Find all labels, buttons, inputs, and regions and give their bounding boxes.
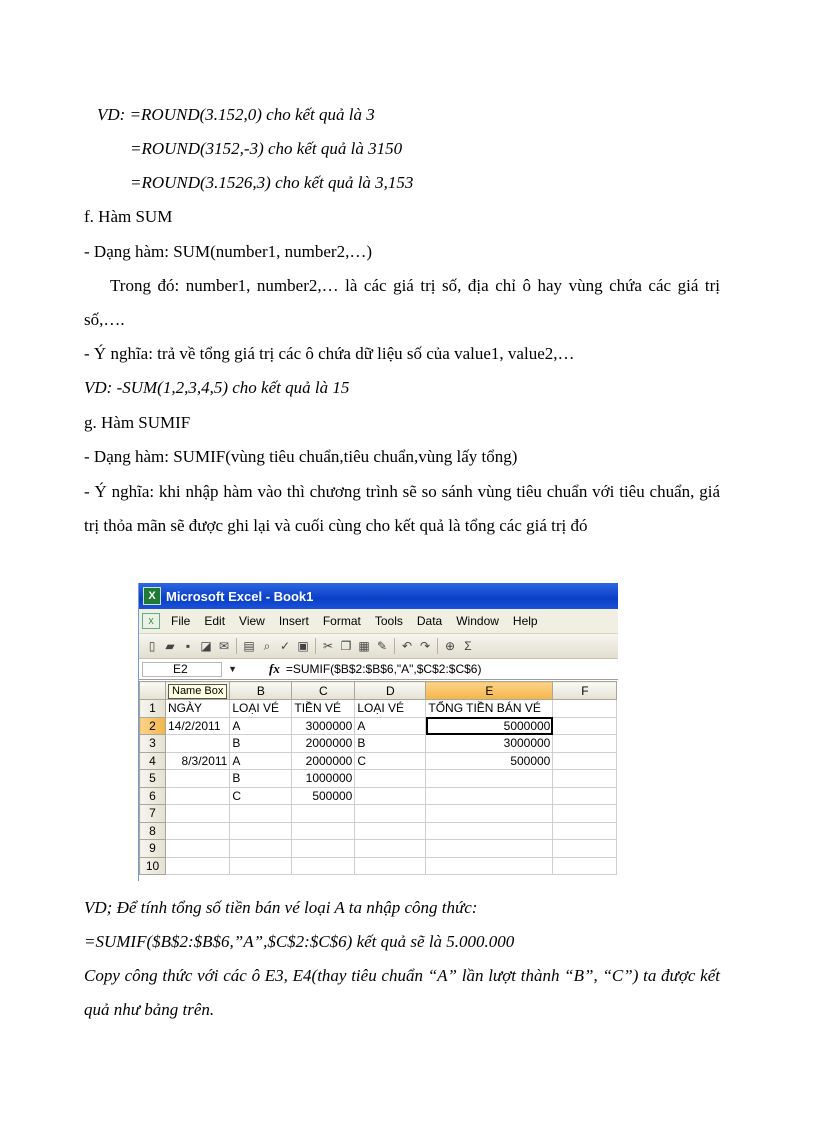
table-row bbox=[140, 770, 617, 788]
cell[interactable] bbox=[166, 805, 230, 823]
table-row bbox=[140, 735, 617, 753]
cell[interactable] bbox=[166, 840, 230, 858]
cell[interactable] bbox=[355, 822, 426, 840]
cell[interactable]: 500000 bbox=[292, 787, 355, 805]
heading-sumif: g. Hàm SUMIF bbox=[84, 413, 191, 432]
cell[interactable]: 500000 bbox=[426, 752, 553, 770]
cell[interactable] bbox=[553, 735, 617, 753]
sum-example: VD: -SUM(1,2,3,4,5) cho kết quả là 15 bbox=[84, 378, 350, 397]
paste-icon[interactable]: ▦ bbox=[358, 639, 370, 653]
research-icon[interactable]: ▣ bbox=[297, 639, 309, 653]
cell[interactable]: B bbox=[355, 735, 426, 753]
cell[interactable] bbox=[166, 770, 230, 788]
autosum-icon[interactable]: Σ bbox=[464, 639, 472, 653]
column-header-f[interactable]: F bbox=[553, 682, 617, 700]
select-all-corner[interactable] bbox=[140, 682, 166, 700]
print-icon[interactable]: ▤ bbox=[243, 639, 255, 653]
table-row bbox=[140, 840, 617, 858]
open-icon[interactable]: ▰ bbox=[165, 639, 175, 653]
cell[interactable]: A bbox=[230, 717, 292, 735]
cell[interactable] bbox=[553, 787, 617, 805]
cell[interactable] bbox=[166, 787, 230, 805]
cell[interactable] bbox=[292, 805, 355, 823]
cell[interactable]: B bbox=[230, 770, 292, 788]
menu-edit[interactable]: Edit bbox=[204, 614, 226, 628]
format-painter-icon[interactable]: ✎ bbox=[376, 639, 388, 653]
cell[interactable] bbox=[292, 822, 355, 840]
row-header[interactable]: 3 bbox=[140, 735, 166, 753]
cell[interactable] bbox=[355, 805, 426, 823]
row-header[interactable]: 10 bbox=[140, 857, 166, 875]
new-icon[interactable]: ▯ bbox=[148, 639, 156, 653]
column-header-e[interactable]: E bbox=[426, 682, 553, 700]
column-header-d[interactable]: D bbox=[355, 682, 426, 700]
cell[interactable] bbox=[553, 840, 617, 858]
cell[interactable] bbox=[355, 770, 426, 788]
cell[interactable] bbox=[553, 700, 617, 718]
row-header[interactable]: 6 bbox=[140, 787, 166, 805]
cell[interactable]: A bbox=[355, 717, 426, 735]
cell[interactable]: NGÀY bbox=[166, 700, 230, 718]
menu-file[interactable]: File bbox=[171, 614, 191, 628]
excel-logo-icon: X bbox=[143, 587, 161, 605]
cell[interactable] bbox=[426, 857, 553, 875]
column-header-c[interactable]: C bbox=[292, 682, 355, 700]
cell[interactable] bbox=[553, 857, 617, 875]
workbook-icon[interactable]: X bbox=[142, 613, 160, 629]
cell[interactable] bbox=[355, 787, 426, 805]
cell[interactable]: 2000000 bbox=[292, 752, 355, 770]
cell[interactable] bbox=[230, 805, 292, 823]
name-box-value: E2 bbox=[173, 661, 188, 676]
worksheet-grid bbox=[139, 681, 617, 875]
cell[interactable]: C bbox=[230, 787, 292, 805]
cell[interactable]: 1000000 bbox=[292, 770, 355, 788]
heading-sum: f. Hàm SUM bbox=[84, 207, 173, 226]
menu-data[interactable]: Data bbox=[416, 614, 443, 628]
cell[interactable]: LOẠI VÉ bbox=[230, 700, 292, 718]
column-header-b[interactable]: B bbox=[230, 682, 292, 700]
sum-syntax: - Dạng hàm: SUM(number1, number2,…) bbox=[84, 242, 373, 261]
insert-function-icon[interactable]: fx bbox=[269, 661, 280, 676]
cell[interactable] bbox=[553, 717, 617, 735]
cell[interactable]: 8/3/2011 bbox=[166, 752, 230, 770]
example-round-3: =ROUND(3.1526,3) cho kết quả là 3,153 bbox=[130, 173, 414, 192]
cell[interactable] bbox=[426, 822, 553, 840]
menu-format[interactable]: Format bbox=[322, 614, 361, 628]
cell[interactable] bbox=[230, 857, 292, 875]
menu-help[interactable]: Help bbox=[512, 614, 538, 628]
excel-menu-bar bbox=[139, 609, 618, 634]
table-row bbox=[140, 717, 617, 735]
cell[interactable] bbox=[426, 787, 553, 805]
copy-formula-note: Copy công thức với các ô E3, E4(thay tiêu chuẩn “A” lần lượt thành “B”, “C”) ta được kết quả như bảng trên. bbox=[84, 966, 720, 1019]
menu-window[interactable]: Window bbox=[456, 614, 499, 628]
sumif-example-2: =SUMIF($B$2:$B$6,”A”,$C$2:$C$6) kết quả sẽ là 5.000.000 bbox=[84, 932, 515, 951]
sum-meaning: - Ý nghĩa: trả về tổng giá trị các ô chứa dữ liệu số của value1, value2,… bbox=[84, 344, 575, 363]
cell[interactable] bbox=[166, 857, 230, 875]
cell[interactable]: 14/2/2011 bbox=[166, 717, 230, 735]
menu-tools[interactable]: Tools bbox=[374, 614, 403, 628]
undo-icon[interactable]: ↶ bbox=[401, 639, 413, 653]
cell[interactable] bbox=[166, 822, 230, 840]
cell[interactable]: TIỀN VÉ bbox=[292, 700, 355, 718]
row-header[interactable]: 4 bbox=[140, 752, 166, 770]
cell[interactable] bbox=[553, 805, 617, 823]
permission-icon[interactable]: ◪ bbox=[200, 639, 212, 653]
cell[interactable] bbox=[553, 752, 617, 770]
cell[interactable] bbox=[292, 840, 355, 858]
menu-insert[interactable]: Insert bbox=[278, 614, 309, 628]
formula-bar bbox=[139, 659, 618, 680]
row-header[interactable]: 2 bbox=[140, 717, 166, 735]
cell[interactable] bbox=[553, 822, 617, 840]
cell[interactable] bbox=[426, 770, 553, 788]
cell[interactable]: TỔNG TIỀN BÁN VÉ bbox=[426, 700, 553, 718]
cell[interactable] bbox=[166, 735, 230, 753]
table-row bbox=[140, 787, 617, 805]
cell[interactable]: A bbox=[230, 752, 292, 770]
example-round-1: VD: =ROUND(3.152,0) cho kết quả là 3 bbox=[97, 105, 375, 124]
sumif-meaning: - Ý nghĩa: khi nhập hàm vào thì chương trình sẽ so sánh vùng tiêu chuẩn với tiêu chuẩn, giá trị thỏa mãn sẽ được ghi lại và cuối cùng cho kết quả là tổng các giá trị đó bbox=[84, 482, 720, 535]
excel-screenshot bbox=[138, 583, 618, 881]
row-header[interactable]: 8 bbox=[140, 822, 166, 840]
cell[interactable]: 3000000 bbox=[292, 717, 355, 735]
excel-toolbar bbox=[139, 634, 618, 659]
table-row bbox=[140, 700, 617, 718]
cell[interactable] bbox=[292, 857, 355, 875]
row-header[interactable]: 9 bbox=[140, 840, 166, 858]
excel-title: Microsoft Excel - Book1 bbox=[166, 588, 314, 604]
hyperlink-icon[interactable]: ⊕ bbox=[444, 639, 456, 653]
spelling-icon[interactable]: ✓ bbox=[279, 639, 291, 653]
menu-view[interactable]: View bbox=[239, 614, 265, 628]
formula-input[interactable]: =SUMIF($B$2:$B$6,"A",$C$2:$C$6) bbox=[285, 662, 482, 676]
sumif-example-1: VD; Để tính tổng số tiền bán vé loại A ta nhập công thức: bbox=[84, 898, 478, 917]
name-box[interactable] bbox=[142, 661, 237, 677]
cell[interactable] bbox=[355, 857, 426, 875]
table-row bbox=[140, 822, 617, 840]
sumif-syntax: - Dạng hàm: SUMIF(vùng tiêu chuẩn,tiêu chuẩn,vùng lấy tổng) bbox=[84, 447, 518, 466]
email-icon[interactable]: ✉ bbox=[218, 639, 230, 653]
redo-icon[interactable]: ↷ bbox=[419, 639, 431, 653]
cell[interactable] bbox=[426, 805, 553, 823]
cell[interactable]: LOẠI VÉ bbox=[355, 700, 426, 718]
cell[interactable] bbox=[230, 840, 292, 858]
row-header[interactable]: 1 bbox=[140, 700, 166, 718]
table-row bbox=[140, 752, 617, 770]
column-header-a[interactable] bbox=[166, 682, 230, 700]
cell[interactable] bbox=[230, 822, 292, 840]
copy-icon[interactable]: ❐ bbox=[340, 639, 352, 653]
cell[interactable] bbox=[426, 840, 553, 858]
name-box-dropdown-icon[interactable]: ▼ bbox=[228, 663, 237, 674]
example-round-2: =ROUND(3152,-3) cho kết quả là 3150 bbox=[130, 139, 403, 158]
cell[interactable]: C bbox=[355, 752, 426, 770]
cell[interactable]: 2000000 bbox=[292, 735, 355, 753]
print-preview-icon[interactable]: ⌕ bbox=[263, 638, 271, 653]
cell[interactable] bbox=[553, 770, 617, 788]
table-row bbox=[140, 805, 617, 823]
table-row bbox=[140, 857, 617, 875]
cell[interactable] bbox=[355, 840, 426, 858]
save-icon[interactable]: ▪ bbox=[185, 639, 191, 653]
excel-title-bar bbox=[139, 583, 618, 609]
row-header[interactable]: 7 bbox=[140, 805, 166, 823]
row-header[interactable]: 5 bbox=[140, 770, 166, 788]
sum-description: Trong đó: number1, number2,… là các giá trị số, địa chỉ ô hay vùng chứa các giá trị số,…. bbox=[84, 276, 720, 329]
active-cell[interactable]: 5000000 bbox=[426, 717, 553, 735]
cut-icon[interactable]: ✂ bbox=[322, 639, 334, 653]
cell[interactable]: B bbox=[230, 735, 292, 753]
cell[interactable]: 3000000 bbox=[426, 735, 553, 753]
name-box-tooltip: Name Box bbox=[168, 684, 227, 699]
